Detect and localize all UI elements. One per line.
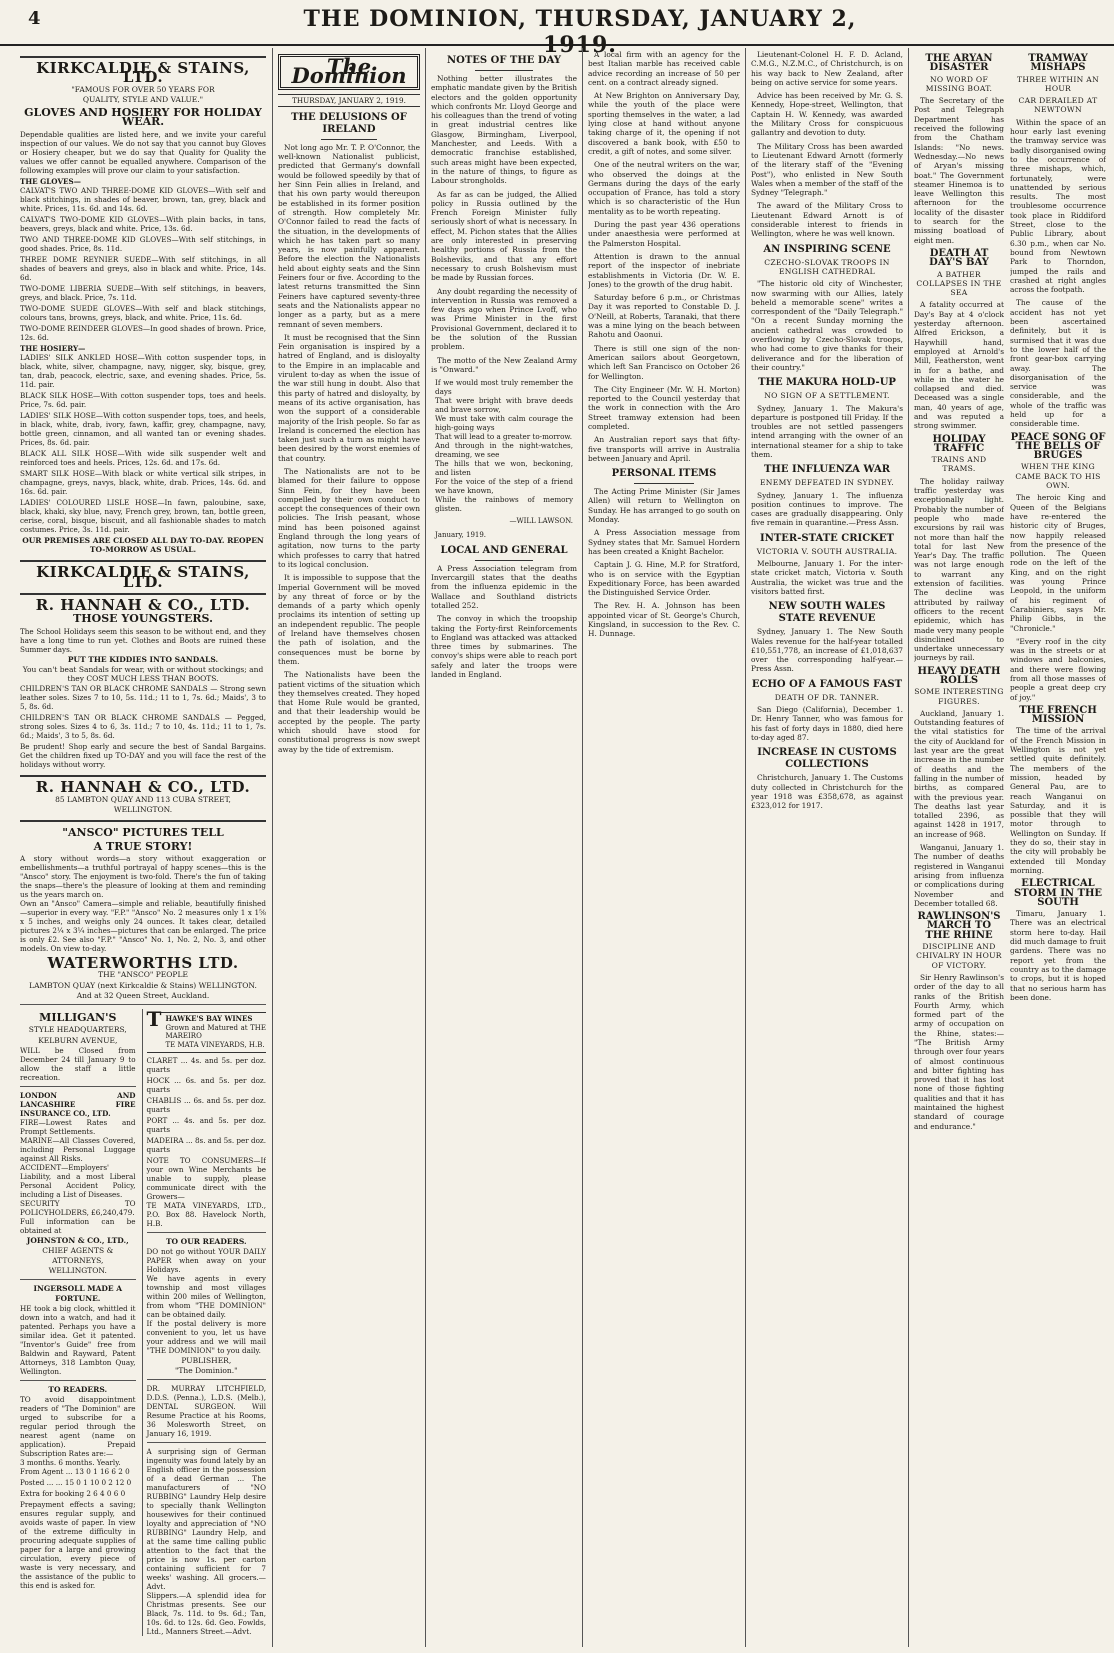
list-item: BLACK ALL SILK HOSE—With wide silk suspender welt and reinforced toes and heels. Prices, 12s. 6d. and 17s. 6d. xyxy=(20,448,266,467)
slippers-notice: Slippers.—A splendid idea for Christmas presents. See our Black, 7s. 11d. to 9s. 6d.; Tan, 10s. 6d. to 12s. 6d. Geo. Fowlds, Ltd., Manners Street.—Advt. xyxy=(146,1591,266,1637)
list-item: CALVAT'S TWO AND THREE-DOME KID GLOVES—With self and black stitchings, in shades of beaver, brown, tan, grey, black and white. Prices, 11s. 6d. and 14s. 6d. xyxy=(20,185,266,213)
bruges-headline: PEACE SONG OF THE BELLS OF BRUGES xyxy=(1010,431,1106,462)
paragraph: A Press Association message from Sydney states that Mr. Samuel Hordern has been created a Knight Bachelor. xyxy=(588,528,740,556)
column-rule xyxy=(908,48,909,1647)
list-item: THREE DOME REYNIER SUEDE—With self stitchings, in all shades of beavers and greys, also in black and white. Price, 14s. 6d. xyxy=(20,254,266,282)
wine-advert xyxy=(146,1007,266,1052)
paragraph: The convoy in which the troopship taking the Forty-first Reinforcements to England was attacked was attacked three times by submarines. The convoy's ships were able to reach port safely and later the troops were landed in England. xyxy=(431,614,577,680)
paragraph: At New Brighton on Anniversary Day, while the youth of the place were sporting themselves in the water, a lad lying close at hand without anyone taking charge of it, the opening if not discovered a bank book, with £50 to credit, a gift of notes, and some silver. xyxy=(588,91,740,156)
ingersoll-heading: INGERSOLL MADE A FORTUNE. xyxy=(33,1284,123,1303)
paragraph: The Rev. H. A. Johnson has been appointed vicar of St. George's Church, Kingsland, in succession to the Rev. C. H. Dunnage. xyxy=(588,601,740,639)
milligan-name: MILLIGAN'S xyxy=(39,1011,117,1025)
tram-headline: TRAMWAY MISHAPS xyxy=(1028,53,1088,74)
paragraph: Wanganui, January 1. The number of deaths registered in Wanganui arising from influenza or complications during November and December totalled 68. xyxy=(914,843,1004,908)
wine-price: MADEIRA ... 8s. and 5s. per doz. quarts xyxy=(146,1135,266,1154)
london-item: SECURITY TO POLICYHOLDERS, £6,240,479. xyxy=(20,1199,136,1218)
paragraph: As far as can be judged, the Allied policy in Russia outlined by the French Foreign Minister fully seriously short of what is necessary. In effect, M. Pichon states that the Allies are only interested in preserving healthy portions of Russia from the Bolsheviks, and that any effort necessary to crush Bolshevism must be made by Russian forces. xyxy=(431,189,577,283)
paragraph: Nothing better illustrates the emphatic mandate given by the British electors and the golden opportunity which confronts Mr. Lloyd George and his colleagues than the trend of voting in great industrial centres like Glasgow, Birmingham, Liverpool, Manchester, and Leeds. With a democratic franchise established, such areas might have been expected, in the nature of things, to figure as Labour strongholds. xyxy=(431,74,577,186)
paragraph: Any doubt regarding the necessity of intervention in Russia was removed a few days ago when Prince Lvoff, who was Prime Minister in the first Provisional Government, declared it to be the solution of the Russian problem. xyxy=(431,286,577,352)
paragraph: Not long ago Mr. T. P. O'Connor, the well-known Nationalist publicist, predicted that Germany's downfall would be followed speedily by that of her Sinn Fein allies in Ireland, and that his own party would thereupon be established in its former position of strength. How completely Mr. O'Connor failed to read the facts of the situation, in the developments of which he has taken part so many years, is now painfully apparent. Before the election the Nationalists held about eighty seats and the Sinn Feiners four or five. According to the latest returns transmitted the Sinn Feiners have captured seventy-three seats and the Nationalists appear no longer as a party, but as a mere remnant of seven members. xyxy=(278,142,420,329)
wine-price: CHABLIS ... 6s. and 5s. per doz. quarts xyxy=(146,1095,266,1114)
london-item: FIRE—Lowest Rates and Prompt Settlements. xyxy=(20,1118,136,1137)
rubbing-notice: A surprising sign of German ingenuity was found lately by an English officer in the possession of a dead German ... The manufacturers of "NO RUBBING" Laundry Help desire to specially thank Wellington housewives for their continued loyalty and appreciation of "NO RUBBING" Laundry Help, and at the same time calling public attention to the fact that the price is now 1s. per carton containing sufficient for 7 weeks' washing. All grocers.—Advt. xyxy=(146,1447,266,1592)
heavy-subhead: SOME INTERESTING FIGURES. xyxy=(914,687,1004,706)
dentist-notice: DR. MURRAY LITCHFIELD, D.D.S. (Penna.), L.D.S. (Melb.), DENTAL SURGEON. Will Resume Practice at his Rooms, 36 Molesworth Street, on January 16, 1919. xyxy=(146,1384,266,1439)
personal-headline: PERSONAL ITEMS xyxy=(611,468,717,480)
list-item: TWO AND THREE-DOME KID GLOVES—With self stitchings, in good shades. Price, 8s. 11d. xyxy=(20,234,266,253)
paragraph: Melbourne, January 1. For the inter-state cricket match, Victoria v. South Australia, the wicket was true and the visitors batted first. xyxy=(751,559,903,596)
column-rule xyxy=(745,48,746,1647)
paragraph: The holiday railway traffic yesterday was exceptionally light. Probably the number of people who made excursions by rail was not more than half the total for last New Year's Day. The traffic was not large enough to warrant any extension of facilities. The decline was attributed by railway officers to the recent epidemic, which has made very many people disinclined to undertake unnecessary journeys by rail. xyxy=(914,476,1004,663)
paragraph: Saturday before 6 p.m., or Christmas Day it was reported to Constable D. J. O'Neill, at Roberts, Taranaki, that there was a mine lying on the beach between Rahotu and Oaonui. xyxy=(588,293,740,340)
holiday-subhead: TRAINS AND TRAMS. xyxy=(931,455,987,474)
paragraph: Auckland, January 1. Outstanding features of the vital statistics for the city of Auckland for last year are the great increase in the number of deaths and the falling in the number of births, as compared with the previous year. The deaths last year totalled 2396, as against 1428 in 1917, an increase of 968. xyxy=(914,708,1004,839)
list-item: TWO-DOME REINDEER GLOVES—In good shades of brown. Price, 12s. 6d. xyxy=(20,323,266,342)
paragraph: Sydney, January 1. The Makura's departure is postponed till Friday. If the troubles are not settled passengers intend arranging with the owner of an international steamer for a ship to take them. xyxy=(751,403,903,459)
readers-notice-heading: TO OUR READERS. xyxy=(165,1236,247,1246)
ad-footer: Be prudent! Shop early and secure the best of Sandal Bargains. Get the children fixed up TO-DAY and you will face the rest of the holidays without worry. xyxy=(20,742,266,770)
readers-heading: TO READERS. xyxy=(48,1384,108,1394)
page-number: 4 xyxy=(28,8,41,29)
kirkcaldie-brand: KIRKCALDIE & STAINS, LTD. xyxy=(36,563,250,591)
paragraph: There is still one sign of the non-American sailors about Georgetown, which left San Francisco on October 26 for Wellington. xyxy=(588,343,740,381)
cricket-subhead: VICTORIA V. SOUTH AUSTRALIA. xyxy=(756,546,898,556)
paragraph: An Australian report says that fifty-five transports will arrive in Australia between January and April. xyxy=(588,435,740,463)
aryan-headline: THE ARYAN DISASTER xyxy=(925,53,993,74)
ad-intro: The School Holidays seem this season to be without end, and they have a long time to run yet. Clothes and Boots are ruined these Summer days. xyxy=(20,626,266,654)
milligan-body: WILL be Closed from December 24 till January 9 to allow the staff a little recreation. xyxy=(20,1046,136,1083)
list-item: CALVAT'S TWO-DOME KID GLOVES—With plain backs, in tans, beavers, greys, black and white. Price, 13s. 6d. xyxy=(20,214,266,233)
london-item: MARINE—All Classes Covered, including Personal Luggage against All Risks. xyxy=(20,1136,136,1164)
rawlinson-subhead: DISCIPLINE AND CHIVALRY IN HOUR OF VICTORY. xyxy=(916,942,1002,970)
tram-subhead: THREE WITHIN AN HOUR xyxy=(1016,74,1100,93)
paragraph: The motto of the New Zealand Army is "Onward." xyxy=(431,355,577,374)
hannah-brand: R. HANNAH & CO., LTD. xyxy=(35,778,251,797)
kirkcaldie-slogan: "FAMOUS FOR OVER 50 YEARS FOR xyxy=(71,84,215,94)
paragraph: San Diego (California), December 1. Dr. Henry Tanner, who was famous for his fast of forty days in 1880, died here to-day aged 87. xyxy=(751,705,903,742)
dominion-title: The Dominion xyxy=(291,54,407,89)
ansco-heading: "ANSCO" PICTURES TELL xyxy=(62,826,224,840)
list-item: CHILDREN'S TAN OR BLACK CHROME SANDALS — Strong sewn leather soles. Sizes 7 to 10, 5s. 11d.; 11 to 1, 7s. 6d.; Maids', 3 to 5, 8s. 6d. xyxy=(20,684,266,712)
ansco-heading: A TRUE STORY! xyxy=(93,839,193,853)
list-item: BLACK SILK HOSE—With cotton suspender tops, toes and heels. Price, 7s. 6d. pair. xyxy=(20,390,266,409)
paragraph: Within the space of an hour early last evening the tramway service was badly disorganised owing to the occurrence of three mishaps, which, fortunately, were unattended by serious results. The most troublesome occurrence took place in Riddiford Street, close to the Public Library, about 6.30 p.m., when car No. bound from Newtown Park to Thorndon, jumped the rails and crashed at right angles across the footpath. xyxy=(1010,117,1106,295)
rate-row: Extra for booking 2 6 4 0 6 0 xyxy=(20,1489,126,1499)
paragraph: Christchurch, January 1. The Customs duty collected in Christchurch for the year 1918 was £358,678, as against £323,012 for 1917. xyxy=(751,773,903,811)
rates-header: 3 months. 6 months. Yearly. xyxy=(20,1458,121,1468)
paragraph: Lieutenant-Colonel H. F. D. Acland, C.M.G., N.Z.M.C., of Christchurch, is on his way back to New Zealand, after being on active service for some years. xyxy=(751,50,903,87)
wine-line: Grown and Matured at THE MAREIRO xyxy=(165,1023,266,1041)
paragraph: It must be recognised that the Sinn Fein organisation is inspired by a hatred of England, and is disloyalty to the Empire in an implacable and virulent to-day as when the issue of the war still hung in doubt. Also that this party of hatred and disloyalty, by means of its active organisation, has won the support of a considerable majority of the Irish people. So far as Ireland is concerned the election has taken just such a turn as might have been desired by the worst enemies of that country. xyxy=(278,332,420,463)
paragraph: A Press Association telegram from Invercargill states that the deaths from the influenza epidemic in the Wallace and Southland districts totalled 252. xyxy=(431,563,577,610)
closing-notice: OUR PREMISES ARE CLOSED ALL DAY TO-DAY. REOPEN TO-MORROW AS USUAL. xyxy=(22,535,264,555)
publisher: "The Dominion." xyxy=(174,1366,238,1376)
paragraph: A fatality occurred at Day's Bay at 4 o'clock yesterday afternoon. Alfred Erickson, a Haywhill hand, employed at Arnold's Mill, Featherston, went in for a bathe, and while in the water he collapsed and died. Deceased was a single man, 40 years of age, and was reputed a strong swimmer. xyxy=(914,300,1004,431)
cricket-headline: INTER-STATE CRICKET xyxy=(760,532,894,544)
paragraph: The Secretary of the Post and Telegraph Department has received the following from the Chatham Islands: "No news. Wednesday.—No news of Aryan's missing boat." The Government steamer Hinemoa is to leave Wellington this afternoon for the locality of the disaster to search for the missing boatload of eight men. xyxy=(914,96,1004,245)
heavy-headline: HEAVY DEATH ROLLS xyxy=(917,665,1001,686)
readers-notice: DO not go without YOUR DAILY PAPER when away on your Holidays. xyxy=(146,1246,266,1274)
rate-row: Posted ... ... 15 0 1 10 0 2 12 0 xyxy=(20,1478,132,1488)
dateline: THURSDAY, JANUARY 2, 1919. xyxy=(278,94,420,107)
poem-line: We must take with calm courage the high-going ways xyxy=(435,414,573,433)
tram-subhead: CAR DERAILED AT NEWTOWN xyxy=(1018,96,1098,115)
poem-line: That were bright with brave deeds and brave sorrow, xyxy=(435,396,573,415)
poem-line: If we would most truly remember the days xyxy=(435,378,573,397)
wine-notice: NOTE TO CONSUMERS—If your own Wine Merchants be unable to supply, please communicate direct with the Growers— xyxy=(146,1155,266,1201)
hannah-heading: THOSE YOUNGSTERS. xyxy=(73,612,213,626)
list-item: LADIES' SILK HOSE—With cotton suspender tops, toes, and heels, in black, white, drab, ivory, fawn, kaffir, grey, champagne, navy, bottle green, cinnamon, and all wanted tan or evening shades. Prices, 8s. 6d. pair. xyxy=(20,410,266,447)
paragraph: "The historic old city of Winchester, now swarming with our Allies, lately beheld a memorable scene" writes a correspondent of the "Daily Telegraph." "On a recent Sunday morning the ancient cathedral was crowded to overflowing by Czecho-Slovak troops, who had come to give thanks for their deliverance and for the liberation of their country." xyxy=(751,279,903,372)
poem xyxy=(435,378,573,513)
death-subhead: A BATHER COLLAPSES IN THE SEA xyxy=(916,269,1002,298)
influenza-subhead: ENEMY DEFEATED IN SYDNEY. xyxy=(759,478,895,488)
london-agents: CHIEF AGENTS & ATTORNEYS, xyxy=(42,1246,114,1265)
list-item: SMART SILK HOSE—With black or white vertical silk stripes, in champagne, greys, navys, black, white, drab. Prices, 14s. 6d. and 16s. 6d. pair. xyxy=(20,468,266,496)
paragraph: One of the neutral writers on the war, who observed the doings at the Germans during the days of the early occupation of France, has told a story which is so characteristic of the Hun mentality as to be worth repeating. xyxy=(588,160,740,216)
paragraph: During the past year 436 operations under anaesthesia were performed at the Palmerston Hospital. xyxy=(588,220,740,248)
hannah-address: WELLINGTON. xyxy=(113,805,173,815)
poem-author: —WILL LAWSON. xyxy=(509,517,573,526)
influenza-headline: THE INFLUENZA WAR xyxy=(763,464,891,476)
paragraph: Sydney, January 1. The New South Wales revenue for the half-year totalled £10,551,778, an increase of £1,018,637 over the corresponding half-year.—Press Assn. xyxy=(751,627,903,674)
holiday-headline: HOLIDAY TRAFFIC xyxy=(932,433,986,454)
fast-headline: ECHO OF A FAMOUS FAST xyxy=(751,678,903,690)
notes-headline: NOTES OF THE DAY xyxy=(447,55,561,66)
london-agents: JOHNSTON & CO., LTD., xyxy=(26,1236,129,1246)
wine-price: HOCK ... 6s. and 5s. per doz. quarts xyxy=(146,1075,266,1094)
poem-line: That will lead to a greater to-morrow. xyxy=(435,432,573,442)
news-column xyxy=(588,50,740,1645)
wine-price: PORT ... 4s. and 5s. per doz. quarts xyxy=(146,1115,266,1134)
paragraph: Sydney, January 1. The influenza position continues to improve. The cases are gradually disappearing. Only five remain in quarantine.—Press Assn. xyxy=(751,490,903,528)
readers-notice: We have agents in every township and most villages within 200 miles of Wellington, from whom "THE DOMINION" can be obtained daily. xyxy=(146,1273,266,1319)
ad-body: Own an "Ansco" Camera—simple and reliable, beautifully finished—superior in every way. "F.P." "Ansco" No. 2 measures only 1 x 1⅝ x 5 inches, and weighs only 24 ounces. It takes clear, detailed pictures 2¼ x 3¼ inches—pictures that can be enlarged. The price is only £2. See also "F.P." "Ansco" No. 1, No. 2, No. 3, and other models. On view to-day. xyxy=(20,898,266,953)
publisher: PUBLISHER, xyxy=(181,1355,232,1365)
rate-row: From Agent ... 13 0 1 16 6 2 0 xyxy=(20,1467,130,1477)
readers-body: TO avoid disappointment readers of "The Dominion" are urged to subscribe for a regular period through the nearest agent (name on application). Prepaid Subscription Rates are:— xyxy=(20,1395,136,1459)
wine-name: HAWKE'S BAY WINES xyxy=(165,1014,253,1024)
ingersoll-body: HE took a big clock, whittled it down into a watch, and had it patented. Perhaps you have a similar idea. Get it patented. "Inventor's Guide" free from Baldwin and Rayward, Patent Attorneys, 318 Lambton Quay, Wellington. xyxy=(20,1303,136,1376)
makura-subhead: NO SIGN OF A SETTLEMENT. xyxy=(764,391,890,401)
list-item: TWO-DOME LIBERIA SUEDE—With self stitchings, in beavers, greys, and black. Price, 7s. 11d. xyxy=(20,283,266,302)
kirkcaldie-brand: KIRKCALDIE & STAINS, LTD. xyxy=(36,59,250,87)
poem-line: For the voice of the step of a friend we have known, xyxy=(435,477,573,496)
ad-address: And at 32 Queen Street, Auckland. xyxy=(76,990,210,1000)
wine-address: TE MATA VINEYARDS, LTD., P.O. Box 88. Havelock North, H.B. xyxy=(146,1200,266,1228)
french-headline: THE FRENCH MISSION xyxy=(1019,704,1097,726)
advertisement-column xyxy=(20,50,266,1645)
ad-tagline: THE "ANSCO" PEOPLE xyxy=(98,970,188,980)
ad-body: A story without words—a story without exaggeration or embellishments—a truthful portrayal of happy scenes—this is the "Ansco" story. The enjoyment is two-fold. There's the fun of taking the snaps—there's the pleasure of looking at them and reminding us the years march on. xyxy=(20,853,266,899)
milligan-line: STYLE HEADQUARTERS, xyxy=(28,1025,127,1035)
readers-notice: If the postal delivery is more convenient to you, let us have your address and we will mail "THE DOMINION" to you daily. xyxy=(146,1318,266,1355)
editorial-column xyxy=(278,50,420,1645)
ad-address: LAMBTON QUAY (next Kirkcaldie & Stains) WELLINGTON. xyxy=(29,980,257,990)
storm-headline: ELECTRICAL STORM IN THE SOUTH xyxy=(1013,878,1103,908)
feature-column xyxy=(1010,50,1106,1645)
paragraph: "Every roof in the city was in the streets or at windows and balconies, and there were flowing from all those masses of people a great deep cry of joy." xyxy=(1010,636,1106,702)
hannah-address: 85 LAMBTON QUAY AND 113 CUBA STREET, xyxy=(55,794,231,804)
local-headline: LOCAL AND GENERAL xyxy=(440,544,568,556)
paragraph: Captain J. G. Hine, M.P. for Stratford, who is on service with the Egyptian Expeditionary Force, has been awarded the Distinguished Service Order. xyxy=(588,560,740,598)
list-item: LADIES' SILK ANKLED HOSE—With cotton suspender tops, in black, white, silver, champagne, navy, nigger, sky, bisque, grey, tan, drab, peacock, electric, saxe, and evening shades. Price, 5s. 11d. pair. xyxy=(20,352,266,389)
editorial-headline: THE DELUSIONS OF IRELAND xyxy=(291,111,407,135)
list-item: TWO-DOME SUEDE GLOVES—With self and black stitchings, colours tans, browns, greys, black, and white. Price, 11s. 6d. xyxy=(20,303,266,322)
hosiery-title: THE HOSIERY— xyxy=(20,343,86,353)
paragraph: It is impossible to suppose that the Imperial Government will be moved by any threat of force or by the demands of a party which openly proclaims its intention of setting up an independent republic. The people of Ireland have themselves chosen the path of isolation, and the consequences must be borne by them. xyxy=(278,573,420,666)
paragraph: The City Engineer (Mr. W. H. Morton) reported to the Council yesterday that the work in connection with the Aro Street tramway extension had been completed. xyxy=(588,384,740,431)
london-item: Full information can be obtained at xyxy=(20,1217,136,1236)
cable-news-column xyxy=(751,50,903,1645)
customs-headline: INCREASE IN CUSTOMS COLLECTIONS xyxy=(757,747,897,771)
paragraph: Attention is drawn to the annual report of the inspector of inebriate establishments in Victoria (Dr. W. E. Jones) to the growth of the drug habit. xyxy=(588,251,740,289)
poem-date: January, 1919. xyxy=(435,530,487,539)
local-news-column xyxy=(914,50,1004,1645)
gloves-heading: GLOVES AND HOSIERY FOR HOLIDAY WEAR. xyxy=(24,106,262,129)
list-item: CHILDREN'S TAN OR BLACK CHROME SANDALS — Pegged, strong soles. Sizes 4 to 6, 3s. 11d.; 7 to 10, 4s. 11d.; 11 to 1, 7s. 6d.; Maids', 3 to 5, 8s. 6d. xyxy=(20,713,266,741)
poem-line: And through in the night-watches, dreaming, we see xyxy=(435,441,573,460)
ad-intro: Dependable qualities are listed here, and we invite your careful inspection of our values. We do not say that you cannot buy Gloves or Hosiery cheaper, but we do say that Quality for Quality the values we offer cannot be equalled anywhere. Comparison of the following examples will prove our claim to your satisfaction. xyxy=(20,129,266,175)
ad-subhead: PUT THE KIDDIES INTO SANDALS. xyxy=(67,654,219,664)
gloves-title: THE GLOVES— xyxy=(20,176,81,186)
makura-headline: THE MAKURA HOLD-UP xyxy=(758,377,896,389)
fast-subhead: DEATH OF DR. TANNER. xyxy=(774,692,880,702)
wine-price: CLARET ... 4s. and 5s. per doz. quarts xyxy=(146,1055,266,1074)
paragraph: The Nationalists have been the patient victims of the situation which they themselves created. They hoped that Home Rule would be granted, and that their leadership would be accepted by the people. The party which should have stood for constitutional progress is now swept away by the tide of extremism. xyxy=(278,670,420,754)
inspiring-subhead: CZECHO-SLOVAK TROOPS IN ENGLISH CATHEDRAL xyxy=(764,257,890,276)
ad-subhead: You can't beat Sandals for wear, with or without stockings; and they COST MUCH LESS THAN BOOTS. xyxy=(22,664,264,684)
list-item: LADIES' COLOURED LISLE HOSE—In fawn, paloubine, saxe, black, khaki, sky blue, navy, French grey, brown, tan, bottle green, cerise, coral, bisque, biscuit, and all fashionable shades to match costumes. Price, 3s. 11d. pair. xyxy=(20,497,266,534)
paragraph: A local firm with an agency for the best Italian marble has received cable advice recording an increase of 50 per cent. on a contract already signed. xyxy=(588,50,740,87)
te-mata-logo: T xyxy=(146,1007,162,1032)
column-rule xyxy=(272,48,273,1647)
paragraph: Timaru, January 1. There was an electrical storm here to-day. Hail did much damage to fruit gardens. There was no report yet from the country as to the damage to crops, but it is hoped that no serious harm has been done. xyxy=(1010,909,1106,1002)
nsw-headline: NEW SOUTH WALES STATE REVENUE xyxy=(768,601,886,625)
paragraph: The Military Cross has been awarded to Lieutenant Edward Arnott (formerly of the literary staff of the "Evening Post"), who enlisted in New South Wales when a member of the staff of the Sydney "Telegraph." xyxy=(751,141,903,198)
poem-line: While the rainbows of memory glisten. xyxy=(435,495,573,514)
column-rule xyxy=(425,48,426,1647)
paragraph: The time of the arrival of the French Mission in Wellington is not yet settled quite definitely. The members of the mission, headed by General Pau, are to reach Wanganui on Saturday, and it is possible that they will motor through to Wellington on Sunday. If they do so, their stay in the city will probably be extended till Monday morning. xyxy=(1010,726,1106,875)
rawlinson-headline: RAWLINSON'S MARCH TO THE RHINE xyxy=(917,911,1001,941)
paragraph: Advice has been received by Mr. G. S. Kennedy, Hope-street, Wellington, that Captain H. W. Kennedy, was awarded the Military Cross for conspicuous gallantry and devotion to duty. xyxy=(751,91,903,138)
bruges-subhead: WHEN THE KING CAME BACK TO HIS OWN. xyxy=(1015,462,1101,491)
waterworths-brand: WATERWORTHS LTD. xyxy=(47,953,239,972)
paragraph: The award of the Military Cross to Lieutenant Edward Arnott is of considerable interest to friends in Wellington, where he was well known. xyxy=(751,201,903,239)
death-headline: DEATH AT DAY'S BAY xyxy=(929,247,989,269)
london-city: WELLINGTON. xyxy=(48,1265,107,1275)
hannah-brand: R. HANNAH & CO., LTD. xyxy=(35,595,251,614)
milligan-line: KELBURN AVENUE, xyxy=(38,1035,118,1045)
readers-footer: Prepayment effects a saving; ensures regular supply, and avoids waste of paper. In view of the extreme difficulty in procuring adequate supplies of paper for a large and growing circulation, every piece of waste is very necessary, and the assistance of the public to this end is asked for. xyxy=(20,1500,136,1591)
wine-line: TE MATA VINEYARDS, H.B. xyxy=(165,1040,265,1049)
masthead xyxy=(0,0,1114,58)
notes-column xyxy=(431,50,577,1645)
london-heading: LONDON AND LANCASHIRE FIRE INSURANCE CO., LTD. xyxy=(20,1091,136,1119)
column-rule xyxy=(582,48,583,1647)
paragraph: Sir Henry Rawlinson's order of the day to all ranks of the British Fourth Army, which formed part of the army of occupation on the Rhine, states:— "The British Army through over four years of almost continuous and bitter fighting has proved that it has lost none of those fighting qualities and that it has maintained the highest standard of courage and endurance." xyxy=(914,972,1004,1131)
newspaper-title: THE DOMINION, THURSDAY, JANUARY 2, 1919. xyxy=(303,6,857,58)
paragraph: The Acting Prime Minister (Sir James Allen) will return to Wellington on Sunday. He has arranged to go south on Monday. xyxy=(588,487,740,525)
aryan-subhead: NO WORD OF MISSING BOAT. xyxy=(925,74,993,93)
paragraph: The Nationalists are not to be blamed for their failure to oppose Sinn Fein, for they have been compelled by their own conduct to accept the consequences of their own policies. The Irish peasant, whose mind has been poisoned against England through the long years of agitation, now turns to the party which professes to carry that hatred to its logical conclusion. xyxy=(278,466,420,569)
paragraph: The cause of the accident has not yet been ascertained definitely, but it is surmised that it was due to the lower half of the front gear-box carrying away. The disorganisation of the service was considerable, and the whole of the traffic was held up for a considerable time. xyxy=(1010,298,1106,429)
london-item: ACCIDENT—Employers' Liability, and a most Liberal Personal Accident Policy, including a List of Diseases. xyxy=(20,1163,136,1200)
kirkcaldie-slogan: QUALITY, STYLE AND VALUE." xyxy=(82,94,204,104)
paragraph: The heroic King and Queen of the Belgians have re-entered the historic city of Bruges, now happily released from the presence of the pollution. The Queen rode on the left of the King, and on the right was young Prince Leopold, in the uniform of his regiment of Carabiniers, says Mr. Philip Gibbs, in the "Chronicle." xyxy=(1010,493,1106,633)
poem-line: The hills that we won, beckoning, and listen xyxy=(435,459,573,478)
inspiring-headline: AN INSPIRING SCENE xyxy=(763,243,891,255)
